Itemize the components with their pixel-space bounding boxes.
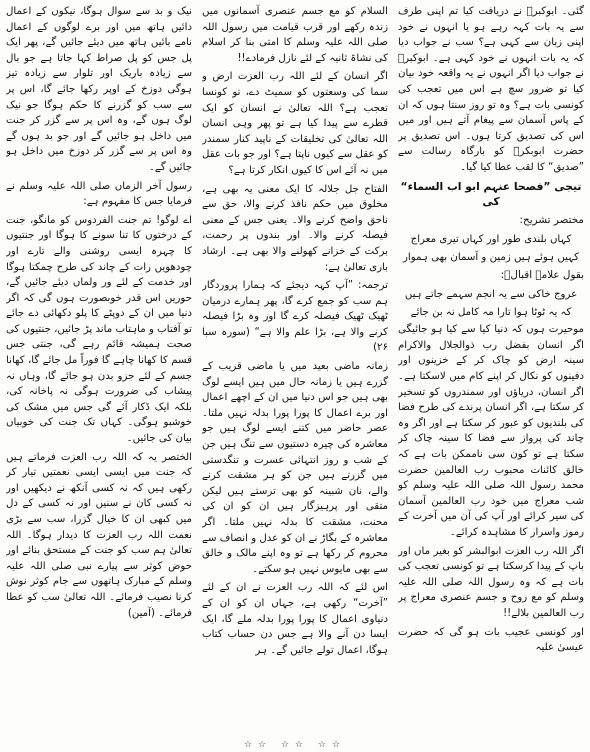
quran-translation: ترجمہ: ”آپ کہہ دیجئے کہ ہمارا پروردگار ہم سب کو جمع کرے گا، پھر ہمارے درمیان ٹھیک ٹھیک فیصلہ کرے گا اور وہ بڑا فیصلہ کرنے والا ہے، بڑا علم والا ہے“ (سورہ سبا ۲۶): [202, 280, 388, 354]
verse-line: عروج خاکی سے یہ انجم سہمے جاتے ہیں: [404, 289, 578, 301]
quote-attribution: بقول علامہ اقبالؒ:: [500, 268, 584, 281]
paragraph: الختصر یہ کہ اللہ رب العزت فرماتے ہیں کہ جنت میں ایسی ایسی نعمتیں تیار کر رکھی ہیں کہ نہ کسی آنکھ نے دیکھیں اور نہ کسی کان نے سنیں اور نہ کسی کے دل میں کبھی ان کا خیال گزرا، سب سے بڑی نعمت اللہ رب العزت کا دیدار ہوگا۔ اللہ تعالیٰ ہم سب کو جنت کے مستحق بنائے اور حوض کوثر سے پیارے نبی صلی اللہ علیہ وسلم کے مبارک ہاتھوں سے جام کوثر نوش کرنا نصیب فرمائے۔ اللہ تعالیٰ سب کو عطا فرمائے۔ (آمین): [6, 451, 192, 619]
column-left: [6, 4, 192, 746]
paragraph: گئی۔ ابوکبرؓ نے دریافت کیا تم اپنی طرف سے یہ بات کہہ رہے ہو یا انہوں نے خود اپنی زبان سے کہی ہے؟ سب نے جواب دیا کہ یہ بات انہوں نے خود کہی ہے۔ ابوکبرؓ نے جواب دیا اگر انہوں نے یہ واقعہ خود بیان کیا تو ضرور سچ ہے اس میں تعجب کی کونسی بات ہے؟ وہ تو روز سنتا ہوں کہ ان کے پاس آسمان سے پیغام آتے ہیں اور میں اس کی تصدیق کرتا ہوں۔ اس تصدیق پر حضرت ابوبکرؓ کو بارگاہ رسالت سے ”صدیق“ کا لقب عطا کیا گیا۔: [398, 6, 584, 173]
section-heading: تیجی ”فصحا عنہم ابو اب السماء“ کی: [400, 179, 582, 209]
section-subheading: مختصر تشریح:: [519, 213, 584, 226]
verse-line: کہ یہ ٹوٹا ہوا تارا مہ کامل نہ بن جائے: [410, 306, 572, 318]
column-right: [398, 4, 584, 746]
paragraph: موحیرت ہوں کہ دنیا کیا سے کیا ہو جائیگی اگر انسان بفضل رب ذوالجلال والاکرام سینہ ارض کو چاک کر کے خزینوں اور دفینوں کو نکال کر اپنے کام میں لاسکتا ہے۔ اگر انسان، دریاؤں اور سمندروں کو تسخیر کر سکتا ہے، اگر انسان پرندے کی طرح فضا کی بلندیوں کو عبور کر سکتا ہے اور اگر وہ چاند کی پرواز سے فضا کا سینہ چاک کر سکتا ہے تو کون سی ناممکن بات ہے کہ خالق کائنات محبوب رب العالمین حضرت محمد رسول اللہ صلی اللہ علیہ وسلم کو شب معراج میں خود رب العالمین آسمان کی سیر کرائے اور آپ کی آن میں آخرت کے رموز واسرار کا مشاہدہ کرائے۔: [398, 324, 584, 538]
paragraph: اگر اللہ رب العزت ابوالبشر کو بغیر ماں اور باپ کے پیدا کرسکتا ہے تو کونسی تعجب کی بات ہے کہ وہ رسول اللہ صلی اللہ علیہ وسلم کو مع روح و جسم عنصری معراج پر رب العالمین بلالے!!: [398, 545, 584, 619]
footer-stars-decoration: ☆☆ ☆☆ ☆☆: [243, 740, 347, 750]
paragraph: اس لئے کہ اللہ رب العزت نے ان کے لئے ”آخرت“ رکھی ہے، جہاں ان کو ان کے دنیاوی اعمال کا پورا پورا بدلہ ملے گا، ایک ایسا دن آنے والا ہے جس دن حساب کتاب ہوگا، اعمال تولے جائیں گے۔ ہر: [202, 582, 388, 656]
paragraph: الفتاح جل جلالہ کا ایک معنی یہ بھی ہے، مخلوق میں حکم نافذ کرنے والا، حق سے ناحق واضح کرنے والا۔ یعنی جس کے معنی فیصلہ کرنے والا۔ اور بندوں پر رحمت، برکت کے خزانے کھولنے والا بھی ہے۔ ارشاد باری تعالیٰ ہے:: [202, 183, 388, 273]
verse-line: کہاں بلندی طور اور کہاں تیری معراج: [410, 234, 572, 246]
paragraph: اے لوگو! تم جنت الفردوس کو مانگو، جنت کے درختوں کا تنا سونے کا ہوگا اور جنتیوں کا چہرہ ایسی روشنی والے تارے اور چودھویں رات کے چاند کی طرح چمکتا ہوگا اور خدمت کے لئے ور ولماں دیئے جائیں گے، حوریں اس قدر خوبصورت ہوں گی کہ اگر دنیا میں ان کے دوپٹے کا پلو دکھائی دے جائے تو آفتاب و ماہتاب ماند پڑ جائیں، جنتیوں کی صحت ہمیشہ قائم رہے گی، جنتی جس قسم کا کھانا چاہے گا فوراً مل جائے گا، کھانا جسم کے لئے جزو بدن ہو جائے گا، وہاں نہ پیشاب کی ضرورت ہوگی نہ پاخانہ کی، بلکہ ایک ڈکار آئے گی جس میں مشک کی خوشبو ہوگی۔ کہاں تک جنت کی خوبیاں بیان کی جائیں۔: [6, 214, 192, 445]
paragraph: اگر انسان کے لئے اللہ رب العزت ارض و سما کی وسعتوں کو سمیٹ دے، تو کونسا تعجب ہے؟ اللہ تعالیٰ نے انسان کو ایک قطرے سے پیدا کیا ہے تو پھر وہی انسان اللہ تعالیٰ کی تخلیقات کے ناپید کنار سمندر کو عقل سے کیوں ناپتا ہے؟ اور جو بات عقل میں نہ آئے اس کا کیوں انکار کرتا ہے؟: [202, 71, 388, 176]
verse-line: کہیں ہوئے ہیں زمین و آسمان بھی ہموار: [402, 251, 579, 263]
paragraph: اور کونسی عجیب بات ہو گی کہ حضرت عیسیٰ علیہ: [398, 626, 584, 654]
column-middle: [202, 4, 388, 746]
paragraph: زمانہ ماضی بعید میں یا ماضی قریب کے گزرے ہیں یا زمانہ حال میں ہیں ایسے لوگ بھی ہیں جو اس دنیا میں ان کے اچھے اعمال اور برے اعمال کا پورا پورا بدلہ نہیں ملتا۔ عصر حاضر میں کتنے ایسے لوگ ہیں جو معاشرہ کی چیرہ دستیوں سے تنگ ہیں جن کے شب و روز انتہائی عسرت و تنگدستی میں گزرتے ہیں جن کو ہر مشقت کرنے والے، نان شبینہ کو بھی ترستے ہیں لیکن متقی اور پرہیزگار ہیں ان کو ان کی محنت، مشقت کا بدلہ نہیں ملتا۔ اگر معاشرہ کے بگاڑ نے ان کو عدل و انصاف سے محروم کر رکھا ہے تو وہ اپنے مالک و خالق سے بھی مایوس نہیں ہو سکتے۔: [202, 361, 388, 575]
paragraph: السلام کو مع جسم عنصری آسمانوں میں زندہ رکھے اور قرب قیامت میں رسول اللہ صلی اللہ علیہ وسلم کا امتی بنا کر اسلام کی نشاۃ ثانیہ کے لئے نازل فرمادے!!: [202, 6, 388, 64]
paragraph: نیک و بد سے سوال ہوگا، نیکوں کے اعمال دائیں ہاتھ میں اور برے لوگوں کے اعمال نامے بائیں ہاتھ میں دیئے جائیں گے، پھر ایک پل جس کو پل صراط کہا جاتا ہے جو بال سے زیادہ باریک اور تلوار سے زیادہ تیز ہوگی دوزخ کے اوپر رکھا جائے گا، اس پر سے سب کو گزرنے کا حکم ہوگا جو نیک لوگ ہوں گے، وہ اس پر سے گزر کر جنت میں داخل ہو جائیں گے اور جو بد ہوں گے وہ اس پر سے گزر کر دوزخ میں داخل ہو جائیں گے۔: [6, 6, 192, 173]
hadith-intro: رسول آخر الزماں صلی اللہ علیہ وسلم نے فرمایا جس کا مفہوم ہے:: [6, 180, 192, 208]
